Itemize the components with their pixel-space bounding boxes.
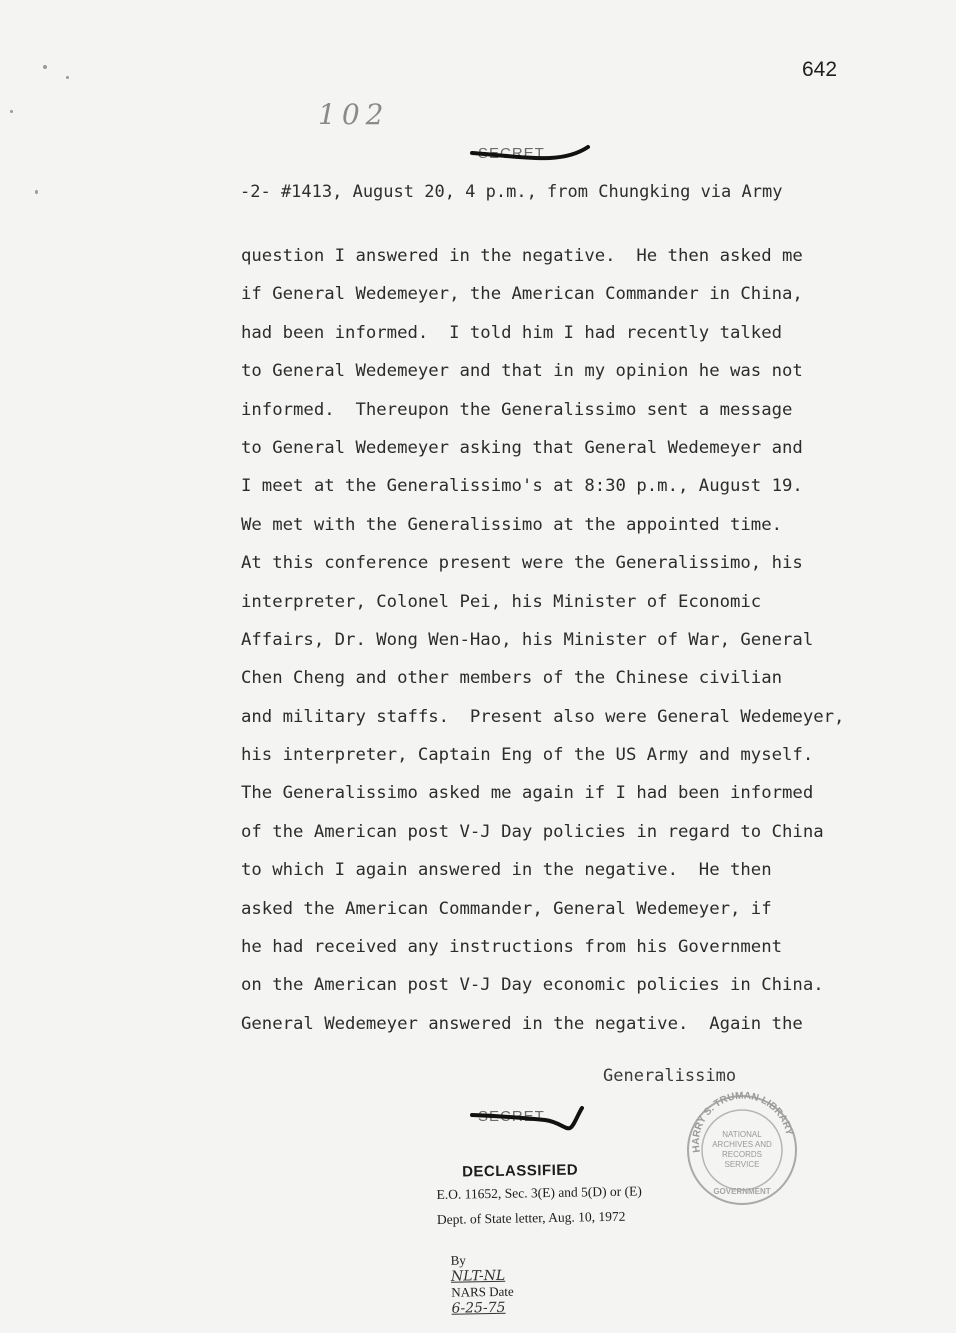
paper-speck [66,76,69,79]
reviewer-initials: NLT-NL [450,1267,506,1285]
paper-speck [35,190,38,194]
body-line: question I answered in the negative. He then asked me [241,246,803,266]
seal-bottom-text: GOVERNMENT [713,1187,771,1196]
seal-inner-line: SERVICE [724,1160,760,1169]
body-line: Affairs, Dr. Wong Wen-Hao, his Minister of War, General [241,629,814,650]
by-label: By [450,1252,466,1268]
classification-stamp-text: SECRET [478,1108,545,1125]
nars-date-label: NARS Date [451,1283,514,1300]
body-line: his interpreter, Captain Eng of the US Army and myself. [241,745,814,766]
seal-icon [682,1090,802,1210]
seal-inner-line: RECORDS [721,1150,763,1159]
body-line: Chen Cheng and other members of the Chinese civilian [241,668,783,689]
body-line: I meet at the Generalissimo's at 8:30 p.m., August 19. [241,476,803,497]
handwritten-file-number: 102 [318,98,390,131]
declassification-date: 6-25-75 [451,1299,506,1317]
telegram-body [241,237,901,1043]
declassification-signoff [437,1233,644,1333]
classification-stamp-text: SECRET [478,145,545,162]
archive-seal [682,1090,802,1210]
seal-outer-text: HARRY S. TRUMAN LIBRARY [690,1090,795,1154]
body-line: had been informed. I told him I had recently talked [241,322,783,343]
declassified-title: DECLASSIFIED [461,1161,579,1181]
strikethrough-mark [470,1106,595,1136]
body-line: on the American post V-J Day economic policies in China. [241,975,824,996]
classification-stamp-bottom [470,1106,590,1134]
classification-stamp-top [470,143,590,171]
seal-inner-line: ARCHIVES AND [712,1140,772,1149]
declassification-letter: Dept. of State letter, Aug. 10, 1972 [436,1208,626,1227]
body-line: interpreter, Colonel Pei, his Minister of Economic [241,591,762,612]
body-line: to General Wedemeyer asking that General Wedemeyer and [241,437,803,458]
body-line: of the American post V-J Day policies in regard to China [241,821,824,842]
paper-speck [43,65,47,69]
declassification-stamp [436,1160,644,1333]
seal-inner-line: NATIONAL [722,1130,762,1139]
body-line: if General Wedemeyer, the American Commander in China, [241,284,803,305]
body-line: General Wedemeyer answered in the negative. Again the [241,1013,803,1034]
body-line: he had received any instructions from his Government [241,937,783,958]
declassification-authority: E.O. 11652, Sec. 3(E) and 5(D) or (E) [436,1183,642,1202]
catchword: Generalissimo [603,1066,737,1086]
body-line: We met with the Generalissimo at the appointed time. [241,514,783,535]
paper-speck [10,110,13,113]
strikethrough-mark [470,143,595,171]
body-line: to General Wedemeyer and that in my opinion he was not [241,361,803,382]
body-line: The Generalissimo asked me again if I had been informed [241,783,814,804]
body-line: informed. Thereupon the Generalissimo sent a message [241,399,793,420]
page-number: 642 [802,58,838,81]
body-line: and military staffs. Present also were General Wedemeyer, [241,706,845,727]
body-line: asked the American Commander, General Wedemeyer, if [241,898,772,919]
body-line: to which I again answered in the negative. He then [241,860,772,881]
telegram-header: -2- #1413, August 20, 4 p.m., from Chungking via Army [240,182,783,202]
body-line: At this conference present were the Generalissimo, his [241,553,803,574]
